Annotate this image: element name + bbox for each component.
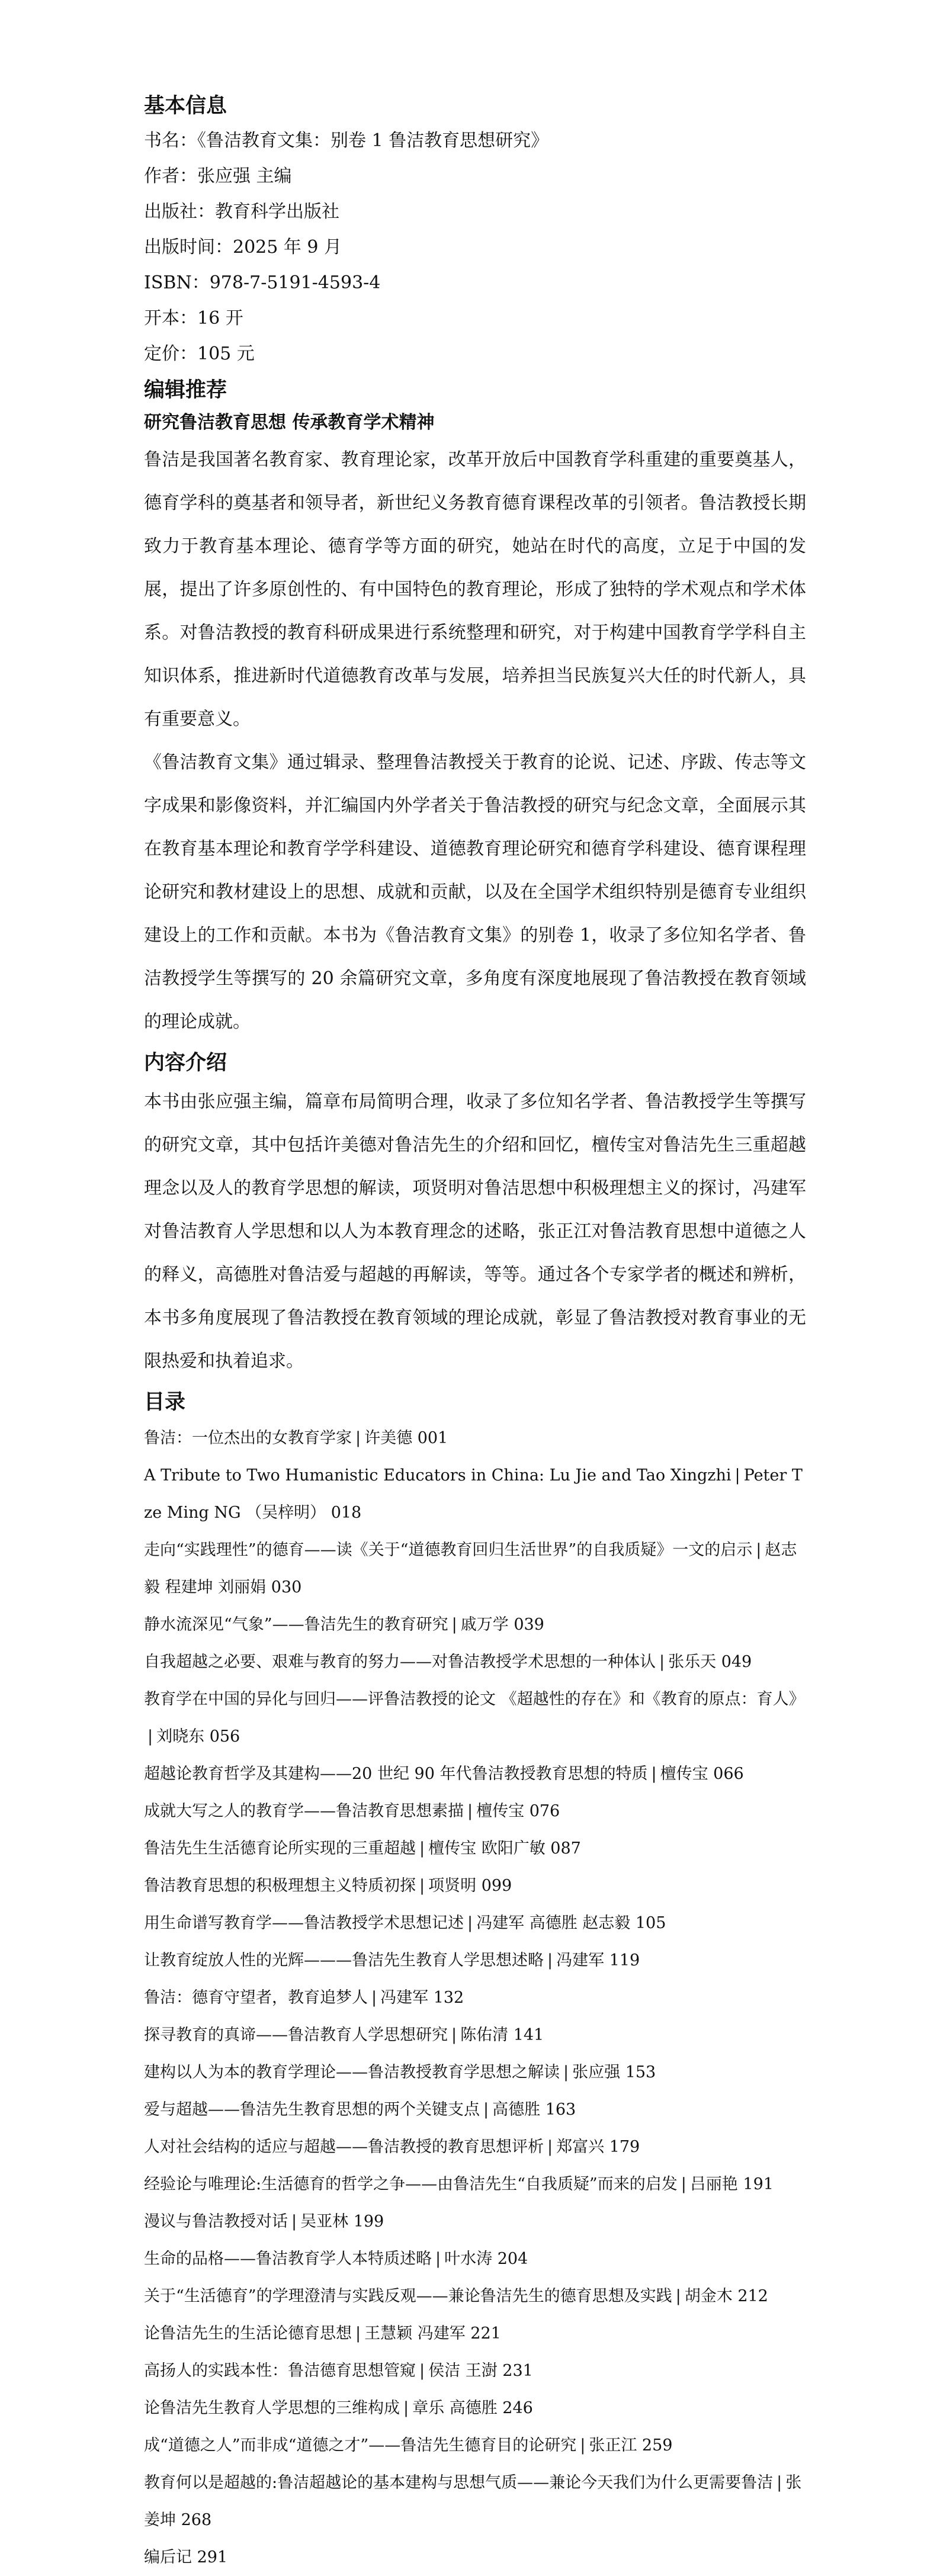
toc-item-authors: 章乐 高德胜 bbox=[412, 2399, 498, 2417]
content-intro-section bbox=[144, 1046, 806, 1383]
editor-recommendation-section bbox=[144, 373, 806, 1043]
toc-item-title: 鲁洁：德育守望者，教育追梦人 bbox=[144, 1989, 368, 2007]
toc-item[interactable] bbox=[144, 2240, 806, 2278]
toc-item[interactable] bbox=[144, 2016, 806, 2054]
toc-item-authors: 吴亚林 bbox=[300, 2212, 349, 2231]
info-value: 105 元 bbox=[197, 343, 255, 364]
info-label: 书名： bbox=[144, 130, 197, 151]
toc-item-title: 论鲁洁先生的生活论德育思想 bbox=[144, 2324, 352, 2343]
info-label: 出版时间： bbox=[144, 237, 233, 258]
toc-item-title: A Tribute to Two Humanistic Educators in China: Lu Jie and Tao Xingzhi bbox=[144, 1466, 732, 1485]
toc-item-title: 静水流深见“气象”——鲁洁先生的教育研究 bbox=[144, 1615, 448, 1634]
toc-separator: | bbox=[483, 2100, 489, 2119]
info-value: 教育科学出版社 bbox=[215, 201, 339, 222]
toc-item[interactable] bbox=[144, 2054, 806, 2091]
toc-item-page: 030 bbox=[271, 1578, 302, 1597]
toc-item-authors: 檀传宝 bbox=[660, 1765, 708, 1783]
toc-item-page: 076 bbox=[529, 1802, 560, 1820]
basic-info-heading: 基本信息 bbox=[144, 94, 227, 118]
toc-item-authors: 侯洁 王澍 bbox=[428, 2362, 498, 2380]
toc-item-page: 132 bbox=[433, 1989, 464, 2007]
toc-separator: | bbox=[403, 2399, 409, 2417]
toc-separator: | bbox=[435, 2250, 441, 2268]
toc-item-title: 爱与超越——鲁洁先生教育思想的两个关键支点 bbox=[144, 2100, 480, 2119]
info-row bbox=[144, 123, 806, 159]
editor-recommendation-subheading: 研究鲁洁教育思想 传承教育学术精神 bbox=[144, 412, 435, 433]
toc-item[interactable] bbox=[144, 1643, 806, 1681]
toc-separator: | bbox=[355, 2324, 361, 2343]
toc-item-title: 鲁洁先生生活德育论所实现的三重超越 bbox=[144, 1839, 416, 1858]
content-intro-heading: 内容介绍 bbox=[144, 1051, 227, 1075]
toc-item-page: 018 bbox=[331, 1504, 362, 1522]
toc-item-authors: Peter Tze Ming NG （吴梓明） bbox=[144, 1466, 803, 1522]
toc-item-authors: 郑富兴 bbox=[556, 2138, 605, 2156]
toc-item[interactable] bbox=[144, 2091, 806, 2128]
toc-item-title: 漫议与鲁洁教授对话 bbox=[144, 2212, 288, 2231]
toc-separator: | bbox=[580, 2436, 586, 2455]
info-value: 978-7-5191-4593-4 bbox=[209, 272, 381, 293]
toc-item-authors: 叶水涛 bbox=[444, 2250, 493, 2268]
toc-item[interactable] bbox=[144, 1681, 806, 1755]
recommendation-paragraph: 鲁洁是我国著名教育家、教育理论家，改革开放后中国教育学科重建的重要奠基人，德育学科的奠基者和领导者，新世纪义务教育德育课程改革的引领者。鲁洁教授长期致力于教育基本理论、德育学等方面的研究，她站在时代的高度，立足于中国的发展，提出了许多原创性的、有中国特色的教育理论，形成了独特的学术观点和学术体系。对鲁洁教授的教育科研成果进行系统整理和研究，对于构建中国教育学学科自主知识体系，推进新时代道德教育改革与发展，培养担当民族复兴大任的时代新人，具有重要意义。 bbox=[144, 449, 806, 730]
toc-item-page: 221 bbox=[470, 2324, 501, 2343]
toc-item-page: 199 bbox=[353, 2212, 384, 2231]
toc-item-authors: 高德胜 bbox=[492, 2100, 541, 2119]
basic-info-section bbox=[144, 89, 806, 372]
info-row bbox=[144, 265, 806, 301]
toc-item-title: 教育学在中国的异化与回归——评鲁洁教授的论文 《超越性的存在》和《教育的原点：育人》 bbox=[144, 1690, 805, 1708]
toc-item-page: 204 bbox=[497, 2250, 528, 2268]
toc-item-page: 066 bbox=[713, 1765, 744, 1783]
info-label: 出版社： bbox=[144, 201, 215, 222]
toc-separator: | bbox=[451, 2026, 457, 2044]
toc-item[interactable] bbox=[144, 1606, 806, 1643]
toc-item-authors: 戚万学 bbox=[460, 1615, 509, 1634]
toc-item-authors: 檀传宝 bbox=[476, 1802, 525, 1820]
toc-item-authors: 檀传宝 欧阳广敏 bbox=[428, 1839, 546, 1858]
toc-item-page: 039 bbox=[514, 1615, 544, 1634]
toc-item-title: 编后记 bbox=[144, 2548, 192, 2567]
toc-item-title: 建构以人为本的教育学理论——鲁洁教授教育学思想之解读 bbox=[144, 2063, 560, 2082]
toc-separator: | bbox=[659, 1653, 665, 1671]
toc-item-page: 212 bbox=[737, 2287, 768, 2305]
toc-item[interactable] bbox=[144, 2203, 806, 2240]
toc-item-authors: 张姜坤 bbox=[144, 2474, 802, 2529]
toc-item-page: 105 bbox=[635, 1914, 666, 1932]
toc-item-title: 走向“实践理性”的德育——读《关于“道德教育回归生活世界”的自我质疑》一文的启示 bbox=[144, 1541, 753, 1559]
toc-item-title: 人对社会结构的适应与超越——鲁洁教授的教育思想评析 bbox=[144, 2138, 544, 2156]
toc-separator: | bbox=[355, 1429, 361, 1447]
toc-list bbox=[144, 1419, 806, 2576]
toc-item-page: 291 bbox=[197, 2548, 228, 2567]
toc-item-title: 关于“生活德育”的学理澄清与实践反观——兼论鲁洁先生的德育思想及实践 bbox=[144, 2287, 672, 2305]
toc-separator: | bbox=[734, 1466, 740, 1485]
toc-item[interactable] bbox=[144, 1419, 806, 1457]
toc-item[interactable] bbox=[144, 2539, 806, 2576]
toc-separator: | bbox=[291, 2212, 297, 2231]
info-value: 2025 年 9 月 bbox=[233, 237, 342, 258]
info-row bbox=[144, 301, 806, 336]
toc-item-title: 鲁洁教育思想的积极理想主义特质初探 bbox=[144, 1877, 416, 1895]
toc-item-page: 049 bbox=[721, 1653, 752, 1671]
info-value: 16 开 bbox=[197, 308, 243, 329]
toc-item[interactable] bbox=[144, 2389, 806, 2427]
toc-item-authors: 张应强 bbox=[572, 2063, 621, 2082]
toc-separator: | bbox=[777, 2474, 782, 2492]
info-label: 开本： bbox=[144, 308, 197, 329]
editor-recommendation-heading: 编辑推荐 bbox=[144, 378, 227, 402]
toc-item-title: 用生命谱写教育学——鲁洁教授学术思想记述 bbox=[144, 1914, 464, 1932]
toc-separator: | bbox=[371, 1989, 377, 2007]
toc-item-title: 经验论与唯理论:生活德育的哲学之争——由鲁洁先生“自我质疑”而来的启发 bbox=[144, 2175, 678, 2193]
toc-separator: | bbox=[547, 1951, 553, 1970]
toc-separator: | bbox=[756, 1541, 762, 1559]
info-row bbox=[144, 159, 806, 194]
toc-item-title: 成就大写之人的教育学——鲁洁教育思想素描 bbox=[144, 1802, 464, 1820]
toc-item-page: 153 bbox=[625, 2063, 656, 2082]
toc-item[interactable] bbox=[144, 2166, 806, 2203]
toc-item-authors: 张正江 bbox=[589, 2436, 637, 2455]
toc-separator: | bbox=[651, 1765, 657, 1783]
toc-item[interactable] bbox=[144, 2427, 806, 2464]
toc-separator: | bbox=[147, 1727, 153, 1746]
toc-item[interactable] bbox=[144, 1457, 806, 1531]
toc-separator: | bbox=[419, 1839, 425, 1858]
toc-item-title: 教育何以是超越的:鲁洁超越论的基本建构与思想气质——兼论今天我们为什么更需要鲁洁 bbox=[144, 2474, 774, 2492]
toc-heading: 目录 bbox=[144, 1390, 186, 1414]
toc-item-title: 成“道德之人”而非成“道德之才”——鲁洁先生德育目的论研究 bbox=[144, 2436, 577, 2455]
info-row bbox=[144, 194, 806, 230]
toc-item-page: 099 bbox=[481, 1877, 512, 1895]
toc-item-page: 163 bbox=[545, 2100, 576, 2119]
toc-item-page: 001 bbox=[417, 1429, 448, 1447]
info-row bbox=[144, 336, 806, 372]
toc-item-title: 高扬人的实践本性：鲁洁德育思想管窥 bbox=[144, 2362, 416, 2380]
toc-item-authors: 张乐天 bbox=[668, 1653, 717, 1671]
toc-separator: | bbox=[451, 1615, 457, 1634]
recommendation-paragraph: 《鲁洁教育文集》通过辑录、整理鲁洁教授关于教育的论说、记述、序跋、传志等文字成果和影像资料，并汇编国内外学者关于鲁洁教授的研究与纪念文章，全面展示其在教育基本理论和教育学学科建设、道德教育理论研究和德育学科建设、德育课程理论研究和教材建设上的思想、成就和贡献，以及在全国学术组织特别是德育专业组织建设上的工作和贡献。本书为《鲁洁教育文集》的别卷 1，收录了多位知名学者、鲁洁教授学生等撰写的 20 余篇研究文章，多角度有深度地展现了鲁洁教授在教育领域的理论成就。 bbox=[144, 752, 806, 1032]
toc-item-title: 论鲁洁先生教育人学思想的三维构成 bbox=[144, 2399, 400, 2417]
toc-item-authors: 许美德 bbox=[364, 1429, 413, 1447]
info-label: 作者： bbox=[144, 166, 197, 187]
toc-item-authors: 项贤明 bbox=[428, 1877, 477, 1895]
toc-item[interactable] bbox=[144, 2464, 806, 2539]
toc-separator: | bbox=[681, 2175, 686, 2193]
info-row bbox=[144, 230, 806, 265]
info-value: 张应强 主编 bbox=[197, 166, 292, 187]
toc-item-page: 231 bbox=[502, 2362, 533, 2380]
toc-item[interactable] bbox=[144, 1942, 806, 1979]
toc-section bbox=[144, 1385, 806, 2576]
toc-item-authors: 胡金木 bbox=[684, 2287, 733, 2305]
toc-item-page: 191 bbox=[743, 2175, 774, 2193]
toc-item[interactable] bbox=[144, 1867, 806, 1904]
info-value: 《鲁洁教育文集：别卷 1 鲁洁教育思想研究》 bbox=[197, 130, 549, 151]
toc-separator: | bbox=[419, 2362, 425, 2380]
toc-separator: | bbox=[467, 1914, 473, 1932]
toc-separator: | bbox=[675, 2287, 681, 2305]
toc-item-page: 056 bbox=[209, 1727, 240, 1746]
toc-item-page: 179 bbox=[609, 2138, 640, 2156]
toc-item-authors: 冯建军 bbox=[380, 1989, 429, 2007]
toc-item[interactable] bbox=[144, 1531, 806, 1606]
toc-item[interactable] bbox=[144, 1904, 806, 1942]
toc-item-title: 生命的品格——鲁洁教育学人本特质述略 bbox=[144, 2250, 432, 2268]
toc-item-authors: 冯建军 bbox=[556, 1951, 605, 1970]
toc-item-page: 087 bbox=[550, 1839, 581, 1858]
toc-item-title: 鲁洁：一位杰出的女教育学家 bbox=[144, 1429, 352, 1447]
info-label: 定价： bbox=[144, 343, 197, 364]
toc-item-page: 246 bbox=[502, 2399, 533, 2417]
toc-item-title: 超越论教育哲学及其建构——20 世纪 90 年代鲁洁教授教育思想的特质 bbox=[144, 1765, 648, 1783]
toc-separator: | bbox=[563, 2063, 569, 2082]
toc-item-title: 探寻教育的真谛——鲁洁教育人学思想研究 bbox=[144, 2026, 448, 2044]
toc-item[interactable] bbox=[144, 1793, 806, 1830]
toc-item-authors: 冯建军 高德胜 赵志毅 bbox=[476, 1914, 631, 1932]
toc-item-page: 119 bbox=[609, 1951, 640, 1970]
toc-separator: | bbox=[547, 2138, 553, 2156]
toc-item[interactable] bbox=[144, 2278, 806, 2315]
toc-item[interactable] bbox=[144, 1830, 806, 1867]
toc-item-title: 让教育绽放人性的光辉———鲁洁先生教育人学思想述略 bbox=[144, 1951, 544, 1970]
toc-item-authors: 王慧颖 冯建军 bbox=[364, 2324, 466, 2343]
info-label: ISBN： bbox=[144, 272, 210, 293]
basic-info-list bbox=[144, 123, 806, 372]
toc-item-page: 268 bbox=[181, 2511, 212, 2529]
toc-item-authors: 刘晓东 bbox=[156, 1727, 205, 1746]
toc-item[interactable] bbox=[144, 1979, 806, 2016]
toc-item[interactable] bbox=[144, 1755, 806, 1793]
toc-item-page: 141 bbox=[513, 2026, 544, 2044]
toc-item[interactable] bbox=[144, 2128, 806, 2166]
toc-item[interactable] bbox=[144, 2315, 806, 2352]
toc-separator: | bbox=[467, 1802, 473, 1820]
toc-item-authors: 吕丽艳 bbox=[689, 2175, 738, 2193]
toc-item-page: 259 bbox=[641, 2436, 673, 2455]
toc-separator: | bbox=[419, 1877, 425, 1895]
content-intro-paragraph: 本书由张应强主编，篇章布局简明合理，收录了多位知名学者、鲁洁教授学生等撰写的研究文章，其中包括许美德对鲁洁先生的介绍和回忆，檀传宝对鲁洁先生三重超越理念以及人的教育学思想的解读，项贤明对鲁洁思想中积极理想主义的探讨，冯建军对鲁洁教育人学思想和以人为本教育理念的述略，张正江对鲁洁教育思想中道德之人的释义，高德胜对鲁洁爱与超越的再解读，等等。通过各个专家学者的概述和辨析，本书多角度展现了鲁洁教授在教育领域的理论成就，彰显了鲁洁教授对教育事业的无限热爱和执着追求。 bbox=[144, 1091, 806, 1371]
book-detail bbox=[144, 89, 806, 2576]
toc-item-authors: 陈佑清 bbox=[460, 2026, 509, 2044]
toc-item-title: 自我超越之必要、艰难与教育的努力——对鲁洁教授学术思想的一种体认 bbox=[144, 1653, 656, 1671]
toc-item[interactable] bbox=[144, 2352, 806, 2389]
toc-item-authors: 赵志毅 程建坤 刘丽娟 bbox=[144, 1541, 797, 1597]
